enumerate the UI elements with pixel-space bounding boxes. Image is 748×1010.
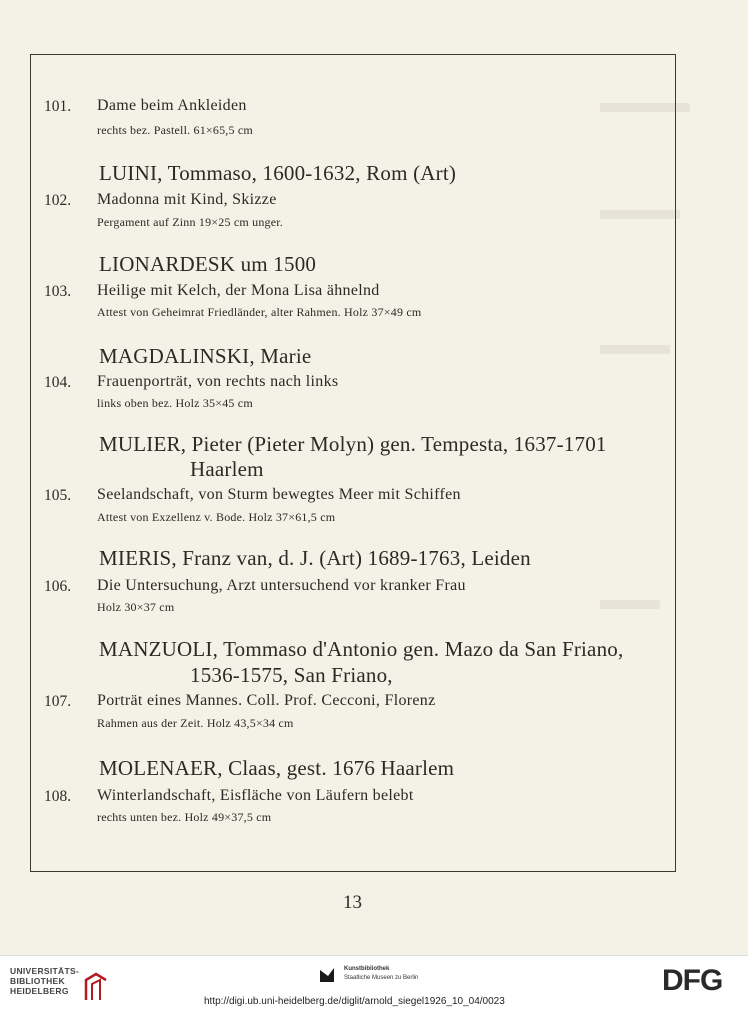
entry-title: Heilige mit Kelch, der Mona Lisa ähnelnd <box>97 282 380 299</box>
entry-title: Die Untersuchung, Arzt untersuchend vor kranker Frau <box>97 577 466 594</box>
artist-heading: MOLENAER, Claas, gest. 1676 Haarlem <box>99 756 455 780</box>
entry-detail: Attest von Geheimrat Friedländer, alter Rahmen. Holz 37×49 cm <box>97 305 422 319</box>
entry-title: Frauenporträt, von rechts nach links <box>97 373 339 390</box>
artist-heading-continued: 1536-1575, San Friano, <box>190 663 393 687</box>
kb-logo-line: Kunstbibliothek <box>344 966 390 972</box>
artist-heading: MANZUOLI, Tommaso d'Antonio gen. Mazo da San Friano, <box>99 637 624 661</box>
entry-number: 103. <box>44 283 72 300</box>
university-logo-line: BIBLIOTHEK <box>10 976 65 986</box>
viewer-footer <box>0 955 748 1010</box>
bleed-through-text <box>600 345 670 354</box>
entry-title: Winterlandschaft, Eisfläche von Läufern belebt <box>97 787 414 804</box>
artist-heading: LIONARDESK um 1500 <box>99 252 317 276</box>
entry-number: 107. <box>44 693 72 710</box>
entry-detail: Rahmen aus der Zeit. Holz 43,5×34 cm <box>97 716 294 730</box>
artist-heading: MAGDALINSKI, Marie <box>99 344 312 368</box>
entry-number: 108. <box>44 788 72 805</box>
artist-heading: LUINI, Tommaso, 1600-1632, Rom (Art) <box>99 161 457 185</box>
entry-title: Madonna mit Kind, Skizze <box>97 191 277 208</box>
university-logo-line: HEIDELBERG <box>10 986 69 996</box>
entry-detail: Pergament auf Zinn 19×25 cm unger. <box>97 215 283 229</box>
entry-title: Dame beim Ankleiden <box>97 97 247 114</box>
page-number: 13 <box>343 892 362 913</box>
entry-detail: Holz 30×37 cm <box>97 600 175 614</box>
entry-title: Seelandschaft, von Sturm bewegtes Meer mit Schiffen <box>97 486 461 503</box>
entry-title: Porträt eines Mannes. Coll. Prof. Cecconi, Florenz <box>97 692 436 709</box>
entry-detail: rechts unten bez. Holz 49×37,5 cm <box>97 810 272 824</box>
entry-number: 106. <box>44 578 72 595</box>
entry-number: 105. <box>44 487 72 504</box>
bleed-through-text <box>600 600 660 609</box>
dfg-logo[interactable]: DFG <box>662 964 723 997</box>
artist-heading: MULIER, Pieter (Pieter Molyn) gen. Tempesta, 1637-1701 <box>99 432 607 456</box>
university-library-logo[interactable] <box>10 966 79 1002</box>
entry-detail: links oben bez. Holz 35×45 cm <box>97 396 253 410</box>
artist-heading-continued: Haarlem <box>190 457 264 481</box>
artist-heading: MIERIS, Franz van, d. J. (Art) 1689-1763, Leiden <box>99 546 531 570</box>
kb-logo-line: Staatliche Museen zu Berlin <box>344 975 419 981</box>
entry-detail: rechts bez. Pastell. 61×65,5 cm <box>97 123 253 137</box>
entry-number: 102. <box>44 192 72 209</box>
bleed-through-text <box>600 103 690 112</box>
entry-number: 101. <box>44 98 72 115</box>
university-emblem-icon <box>82 972 110 1002</box>
university-logo-line: UNIVERSITÄTS- <box>10 966 80 976</box>
kunstbibliothek-emblem-icon <box>318 966 336 984</box>
entry-detail: Attest von Exzellenz v. Bode. Holz 37×61,5 cm <box>97 510 336 524</box>
entry-number: 104. <box>44 374 72 391</box>
permalink-url[interactable]: http://digi.ub.uni-heidelberg.de/diglit/arnold_siegel1926_10_04/0023 <box>204 996 505 1007</box>
bleed-through-text <box>600 210 680 219</box>
